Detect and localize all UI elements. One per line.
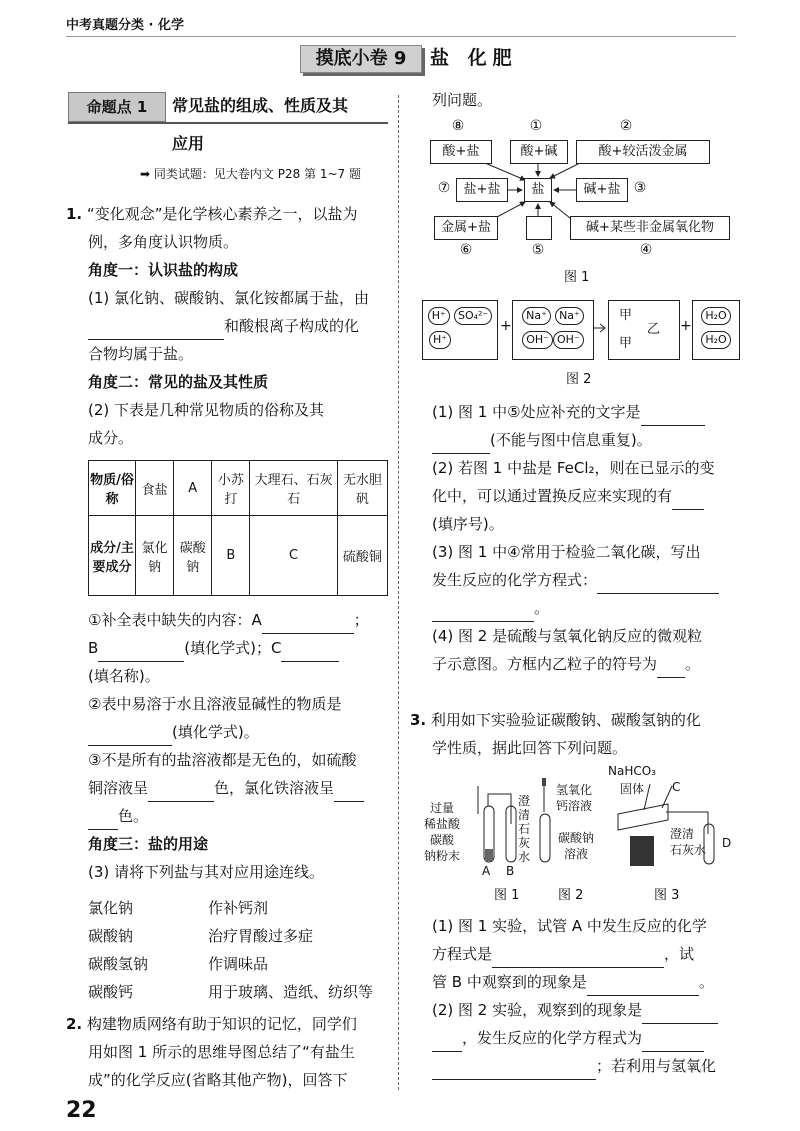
label-lime3-1: 澄清 (670, 827, 695, 841)
paper-title: 摸底小卷 9 (300, 45, 422, 73)
label-lime3-2: 石灰水 (670, 843, 707, 857)
list-item[interactable]: 碳酸氢钠 (88, 955, 149, 973)
topic-underline (68, 122, 388, 124)
box-product-ions (608, 300, 680, 360)
angle-1: 角度一：认识盐的构成 (88, 261, 239, 279)
table-cell: 小苏打 (212, 461, 250, 516)
figure-1-caption: 图 1 (564, 270, 590, 285)
num-7: ⑦ (437, 180, 451, 196)
q2-a3-l3: 。 (534, 599, 550, 617)
box-base-oxide: 碱+某些非金属氧化物 (570, 216, 730, 240)
blank-b[interactable] (98, 643, 184, 662)
q2-a3-l1: (3) 图 1 中④常用于检验二氧化碳，写出 (432, 543, 701, 561)
q1-p1-l2: 和酸根离子构成的化 (224, 317, 360, 335)
q3-b1-l3a: 管 B 中观察到的现象是 (432, 973, 587, 991)
label-lime-char: 灰 (518, 836, 531, 850)
arrow-icon (594, 322, 608, 334)
q1-p1-l3: 合物均属于盐。 (88, 345, 194, 363)
question-1 (66, 200, 391, 452)
table-cell: 硫酸铜 (337, 516, 387, 596)
box-acid-salt: 酸+盐 (430, 140, 492, 164)
particle-jia: 甲 (619, 336, 633, 351)
q2-a2-l1: (2) 若图 1 中盐是 FeCl₂，则在已显示的变 (432, 459, 715, 477)
label-powder-1: 碳酸 (430, 833, 455, 847)
blank-a3b[interactable] (432, 603, 534, 622)
blank-b1b[interactable] (587, 977, 699, 996)
fill2-l1: ②表中易溶于水且溶液显碱性的物质是 (88, 695, 342, 713)
salt-list (88, 894, 148, 1006)
q1-stem-l2: 例，多角度认识物质。 (88, 233, 239, 251)
series-header: 中考真题分类 · 化学 (66, 18, 184, 33)
num-2: ② (619, 118, 633, 134)
column-divider (398, 95, 399, 1090)
label-lime-char: 清 (518, 808, 531, 822)
num-6: ⑥ (459, 242, 473, 258)
num-1: ① (529, 118, 543, 134)
label-caoh-2: 钙溶液 (556, 799, 593, 813)
q1-number: 1. (66, 205, 83, 223)
fill1-a: ①补全表中缺失的内容：A (88, 611, 262, 629)
q3-b1-l2b: ，试 (664, 945, 695, 963)
figure-2-caption: 图 2 (566, 372, 592, 387)
box-center-salt: 盐 (524, 178, 552, 202)
question-3 (410, 706, 740, 762)
label-acid-2: 稀盐酸 (424, 817, 461, 831)
list-item[interactable]: 治疗胃酸过多症 (208, 927, 314, 945)
blank-color2-cont[interactable] (88, 811, 118, 830)
label-lime-char: 石 (518, 822, 531, 836)
question-2 (66, 1010, 396, 1094)
ion-oh: OH⁻ (522, 331, 553, 349)
blank-alkaline[interactable] (88, 727, 172, 746)
q2-a1-l1: (1) 图 1 中⑤处应补充的文字是 (432, 403, 641, 421)
num-3: ③ (633, 180, 647, 196)
label-acid (424, 800, 460, 864)
box-blank-5[interactable] (526, 216, 552, 240)
ion-oh: OH⁻ (553, 331, 584, 349)
q2-stem-l4: 列问题。 (432, 91, 493, 109)
table-cell: 氯化钠 (136, 516, 174, 596)
q1-p2-l1: (2) 下表是几种常见物质的俗称及其 (88, 401, 325, 419)
salt-table (88, 460, 388, 596)
label-tube-a: A (482, 864, 491, 878)
fill3-l2a: 铜溶液呈 (88, 779, 149, 797)
list-item[interactable]: 作调味品 (208, 955, 269, 973)
topic-badge: 命题点 1 (68, 92, 166, 122)
q2-number: 2. (66, 1015, 83, 1033)
table-cell: B (212, 516, 250, 596)
fill1-b2: (填化学式)；C (184, 639, 282, 657)
fill3-l1: ③不是所有的盐溶液都是无色的，如硫酸 (88, 751, 357, 769)
blank-a1b[interactable] (432, 435, 490, 454)
similar-questions: ➡ 同类试题：见大卷内文 P28 第 1~7 题 (140, 167, 361, 181)
figure-2-particles (422, 300, 742, 390)
arrow-icon: ➡ (140, 167, 151, 181)
q3-stem-l1: 利用如下实验验证碳酸钠、碳酸氢钠的化 (430, 711, 701, 729)
table-row-head: 物质/俗称 (89, 461, 136, 516)
blank-b1[interactable] (492, 949, 664, 968)
label-caoh (556, 782, 592, 814)
num-4: ④ (639, 242, 653, 258)
q3-number: 3. (410, 711, 427, 729)
label-c: C (672, 780, 681, 794)
angle-2: 角度二：常见的盐及其性质 (88, 373, 269, 391)
q3-answers (432, 912, 742, 1080)
label-lime-char: 澄 (518, 794, 531, 808)
q2-a2-l2: 化中，可以通过置换反应来实现的有 (432, 487, 673, 505)
page-number: 22 (66, 1098, 97, 1123)
q2-a1-l2: (不能与图中信息重复)。 (490, 431, 652, 449)
label-powder-2: 钠粉末 (424, 849, 461, 863)
q1-fill (88, 606, 393, 886)
label-acid-1: 过量 (430, 801, 455, 815)
fill3-l3: 色。 (118, 807, 149, 825)
q3-b2-l3: ；若利用与氢氧化 (596, 1057, 717, 1075)
q2-stem-l1: 构建物质网络有助于知识的记忆，同学们 (86, 1015, 357, 1033)
ion-h: H⁺ (428, 307, 450, 325)
particle-yi: 乙 (647, 322, 661, 337)
table-row (89, 516, 388, 596)
blank-a3[interactable] (597, 575, 719, 594)
ion-na: Na⁺ (522, 307, 551, 325)
q3-b1-l2a: 方程式是 (432, 945, 493, 963)
table-cell: C (250, 516, 337, 596)
topic-title-line2: 应用 (172, 134, 205, 153)
box-base-ions (512, 300, 594, 360)
table-row (89, 461, 388, 516)
box-acid-ions (422, 300, 498, 360)
caption-fig1: 图 1 (494, 888, 520, 903)
q2-stem-l3: 成”的化学反应(省略其他产物)，回答下 (88, 1071, 348, 1089)
blank-color1[interactable] (148, 783, 214, 802)
q2-a4-end: 。 (685, 655, 701, 673)
label-limewater-3 (670, 826, 706, 858)
q3-b1-l1: (1) 图 1 实验，试管 A 中发生反应的化学 (432, 917, 707, 935)
use-list (208, 894, 373, 1006)
ion-na: Na⁺ (555, 307, 584, 325)
fill3-l2b: 色，氯化铁溶液呈 (214, 779, 335, 797)
q3-b2-l1: (2) 图 2 实验，观察到的现象是 (432, 1001, 643, 1019)
table-row-head: 成分/主要成分 (89, 516, 136, 596)
q3-b2-l2: ，发生反应的化学方程式为 (462, 1029, 643, 1047)
ion-so4: SO₄²⁻ (454, 307, 492, 325)
table-cell: 食盐 (136, 461, 174, 516)
q2-answers (432, 398, 742, 678)
angle-3: 角度三：盐的用途 (88, 835, 209, 853)
particle-jia: 甲 (619, 308, 633, 323)
label-na2co3 (558, 830, 594, 862)
label-limewater (518, 794, 530, 864)
fill1-end: ； (353, 611, 369, 629)
box-acid-base: 酸+碱 (510, 140, 568, 164)
q1-p2-l2: 成分。 (88, 429, 134, 447)
label-na-2: 溶液 (564, 847, 589, 861)
box-base-salt: 碱+盐 (576, 178, 628, 202)
box-acid-metal: 酸+较活泼金属 (576, 140, 710, 164)
q1-p3: (3) 请将下列盐与其对应用途连线。 (88, 863, 325, 881)
caption-fig2: 图 2 (558, 888, 584, 903)
label-d: D (722, 836, 732, 850)
paper-subtitle: 盐 化肥 (430, 47, 518, 69)
box-salt-salt: 盐+盐 (456, 178, 508, 202)
q2-a4-l1: (4) 图 2 是硫酸与氢氧化钠反应的微观粒 (432, 627, 703, 645)
q1-stem: “变化观念”是化学核心素养之一，以盐为 (86, 205, 358, 223)
blank-c[interactable] (281, 643, 339, 662)
list-item[interactable]: 氯化钠 (88, 899, 134, 917)
blank-a4[interactable] (657, 659, 685, 678)
list-item[interactable]: 作补钙剂 (208, 899, 269, 917)
ion-h: H⁺ (429, 331, 451, 349)
molecule-h2o: H₂O (701, 331, 730, 349)
q2-a3-l2: 发生反应的化学方程式： (432, 571, 598, 589)
label-nahco3: NaHCO₃ (608, 764, 656, 778)
header-divider (66, 36, 736, 37)
box-water (692, 300, 740, 360)
label-caoh-1: 氢氧化 (556, 783, 593, 797)
blank-b2[interactable] (642, 1005, 718, 1024)
blank-a2[interactable] (672, 491, 704, 510)
blank-b2c[interactable] (642, 1033, 704, 1052)
q3-b1-l3b: 。 (698, 973, 714, 991)
num-5: ⑤ (531, 242, 545, 258)
table-cell: 大理石、石灰石 (250, 461, 337, 516)
label-tube-b: B (506, 864, 515, 878)
box-metal-salt: 金属+盐 (434, 216, 498, 240)
table-cell: A (174, 461, 212, 516)
table-cell: 碳酸钠 (174, 516, 212, 596)
q3-stem-l2: 学性质，据此回答下列问题。 (432, 739, 628, 757)
plus-sign: + (500, 318, 512, 334)
blank-color2[interactable] (334, 783, 364, 802)
fill2-l2: (填化学式)。 (172, 723, 259, 741)
figure-3-apparatus (418, 764, 748, 904)
label-solid: 固体 (620, 782, 645, 796)
molecule-h2o: H₂O (701, 307, 730, 325)
caption-fig3: 图 3 (654, 888, 680, 903)
fill1-b: B (88, 639, 99, 657)
blank-ion[interactable] (88, 321, 224, 340)
table-cell: 无水胆矾 (337, 461, 387, 516)
list-item[interactable]: 碳酸钠 (88, 927, 134, 945)
label-na-1: 碳酸钠 (558, 831, 595, 845)
plus-sign: + (680, 318, 692, 334)
topic-title-line1: 常见盐的组成、性质及其 (172, 96, 349, 115)
list-item[interactable]: 碳酸钙 (88, 983, 134, 1001)
blank-a1[interactable] (641, 407, 705, 426)
fill1-c2: (填名称)。 (88, 667, 160, 685)
blank-b2b[interactable] (432, 1033, 462, 1052)
num-8: ⑧ (451, 118, 465, 134)
figure-1-mindmap (420, 118, 740, 288)
list-item[interactable]: 用于玻璃、造纸、纺织等 (208, 983, 374, 1001)
blank-b2d[interactable] (432, 1061, 596, 1080)
q2-a2-l3: (填序号)。 (432, 515, 504, 533)
label-lime-char: 水 (518, 850, 531, 864)
blank-a[interactable] (262, 615, 354, 634)
q2-stem-l2: 用如图 1 所示的思维导图总结了“有盐生 (88, 1043, 355, 1061)
q2-a4-l2: 子示意图。方框内乙粒子的符号为 (432, 655, 658, 673)
q1-p1-l1: (1) 氯化钠、碳酸钠、氯化铵都属于盐，由 (88, 289, 370, 307)
